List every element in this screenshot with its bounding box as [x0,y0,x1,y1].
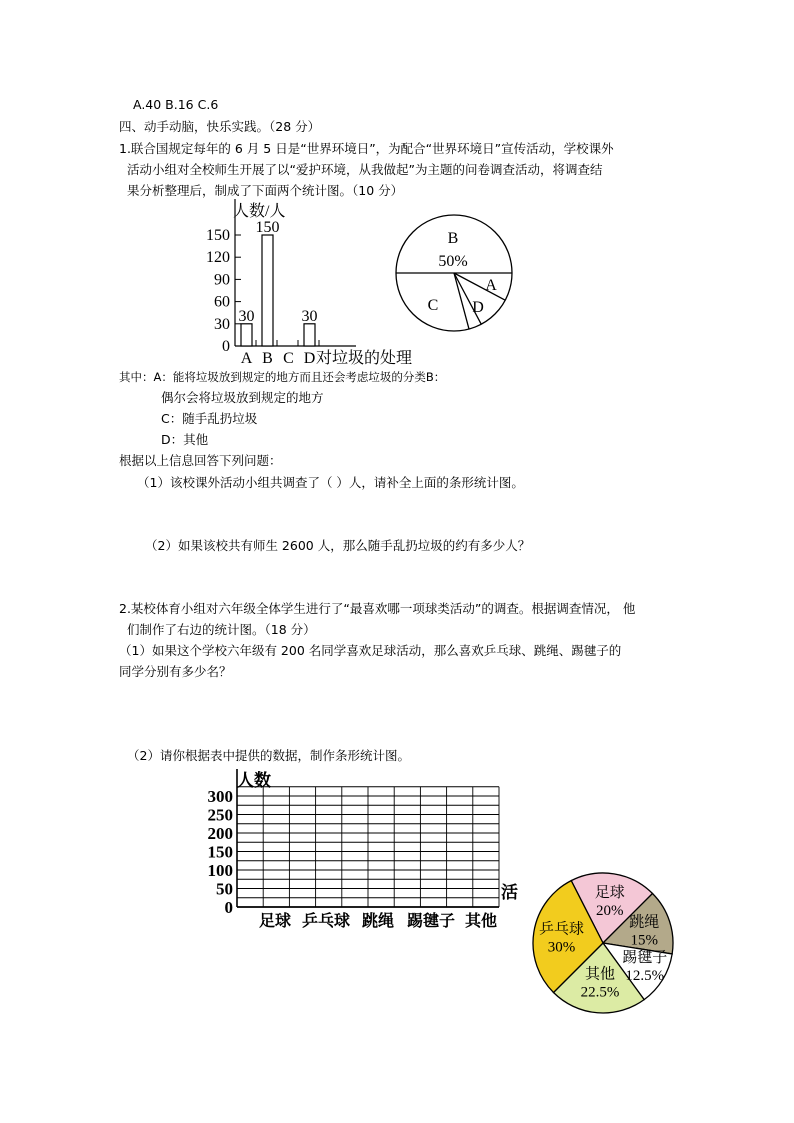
y-tick-label: 150 [207,842,233,862]
waste-pie-chart [393,212,515,334]
pie-slice-value: 12.5% [625,967,665,984]
q1-text-line1: 1.联合国规定每年的 6 月 5 日是“世界环境日”，为配合“世界环境日”宣传活动，学校课外 [119,141,614,156]
bar [304,324,315,346]
q1-part1: （1）该校课外活动小组共调查了（ ）人，请补全上面的条形统计图。 [137,475,524,490]
legend-line-c: C：随手乱扔垃圾 [161,411,258,426]
y-tick-label: 0 [222,338,230,355]
bar-value-label: 150 [255,219,280,236]
y-tick-label: 250 [207,805,233,825]
pie-slice-label: 跳绳 [629,914,660,931]
y-tick-label: 30 [214,315,230,333]
bar-value-label: 30 [301,307,318,325]
q2-part2: （2）请你根据表中提供的数据，制作条形统计图。 [127,748,410,763]
x-axis-label: 对垃圾的处理 [316,350,413,367]
section-heading: 四、动手动脑，快乐实践。（28 分） [119,119,321,134]
pie-slice-label: C [427,297,439,314]
y-tick-label: 90 [214,271,230,289]
q2-part1-line2: 同学分别有多少名？ [119,664,232,679]
pie-slice-label: A [485,277,497,294]
legend-line-a: 其中：A：能将垃圾放到规定的地方而且还会考虑垃圾的分类B： [119,370,446,384]
x-tick-label: C [283,350,294,367]
q2-text-line1: 2.某校体育小组对六年级全体学生进行了“最喜欢哪一项球类活动”的调查。根据调查情况， 他 [119,601,636,616]
x-tick-label: 踢毽子 [406,913,456,930]
y-tick-label: 0 [224,898,233,917]
q1-part2: （2）如果该校共有师生 2600 人，那么随手乱扔垃圾的约有多少人？ [145,538,531,553]
q1-text-line3: 果分析整理后，制成了下面两个统计图。（10 分） [127,183,404,198]
pie-slice-label: 踢毽子 [622,949,668,966]
y-tick-label: 100 [207,861,233,880]
x-tick-label: D [303,350,316,367]
x-tick-label: B [262,350,273,367]
y-tick-label: 150 [206,227,230,244]
pie-slice-label: D [472,299,484,316]
legend-line-d: D：其他 [161,432,209,447]
sports-pie-chart [530,870,676,1016]
x-tick-label: A [240,350,253,367]
q2-part1-line1: （1）如果这个学校六年级有 200 名同学喜欢足球活动，那么喜欢乒乓球、跳绳、踢毽子的 [119,643,622,658]
pie-slice-value: 15% [630,932,659,949]
answer-options: A.40 B.16 C.6 [133,97,219,112]
pie-slice-value: 20% [596,903,624,920]
bar-value-label: 30 [238,307,255,325]
y-tick-label: 120 [206,249,230,267]
x-tick-label: 足球 [258,913,292,930]
legend-line-b: 偶尔会将垃圾放到规定的地方 [161,390,324,405]
pie-slice-label: B [447,230,459,247]
x-tick-label: 其他 [464,913,498,930]
pie-slice-label: 足球 [594,885,625,902]
bar [262,235,273,346]
x-axis-label: 活 [501,883,518,902]
x-tick-label: 乒乓球 [301,913,351,930]
q2-text-line2: 们制作了右边的统计图。（18 分） [127,622,316,637]
pie-slice-label: 其他 [584,966,615,983]
sports-grid-chart [195,766,525,932]
pie-slice-value: 30% [547,939,576,956]
prompt-line: 根据以上信息回答下列问题： [119,453,282,468]
y-tick-label: 300 [207,787,233,806]
q1-text-line2: 活动小组对全校师生开展了以“爱护环境，从我做起”为主题的问卷调查活动，将调查结 [127,162,603,177]
y-axis-label: 人数 [237,771,271,790]
pie-slice-value: 22.5% [580,984,620,1001]
bar [241,324,252,346]
pie-slice-label: 乒乓球 [539,921,585,938]
y-tick-label: 60 [214,293,230,311]
y-axis-label: 人数/人 [233,203,286,220]
pie-slice-value: 50% [438,253,468,270]
x-tick-label: 跳绳 [361,913,395,930]
y-tick-label: 50 [216,879,233,899]
y-tick-label: 200 [207,824,233,843]
